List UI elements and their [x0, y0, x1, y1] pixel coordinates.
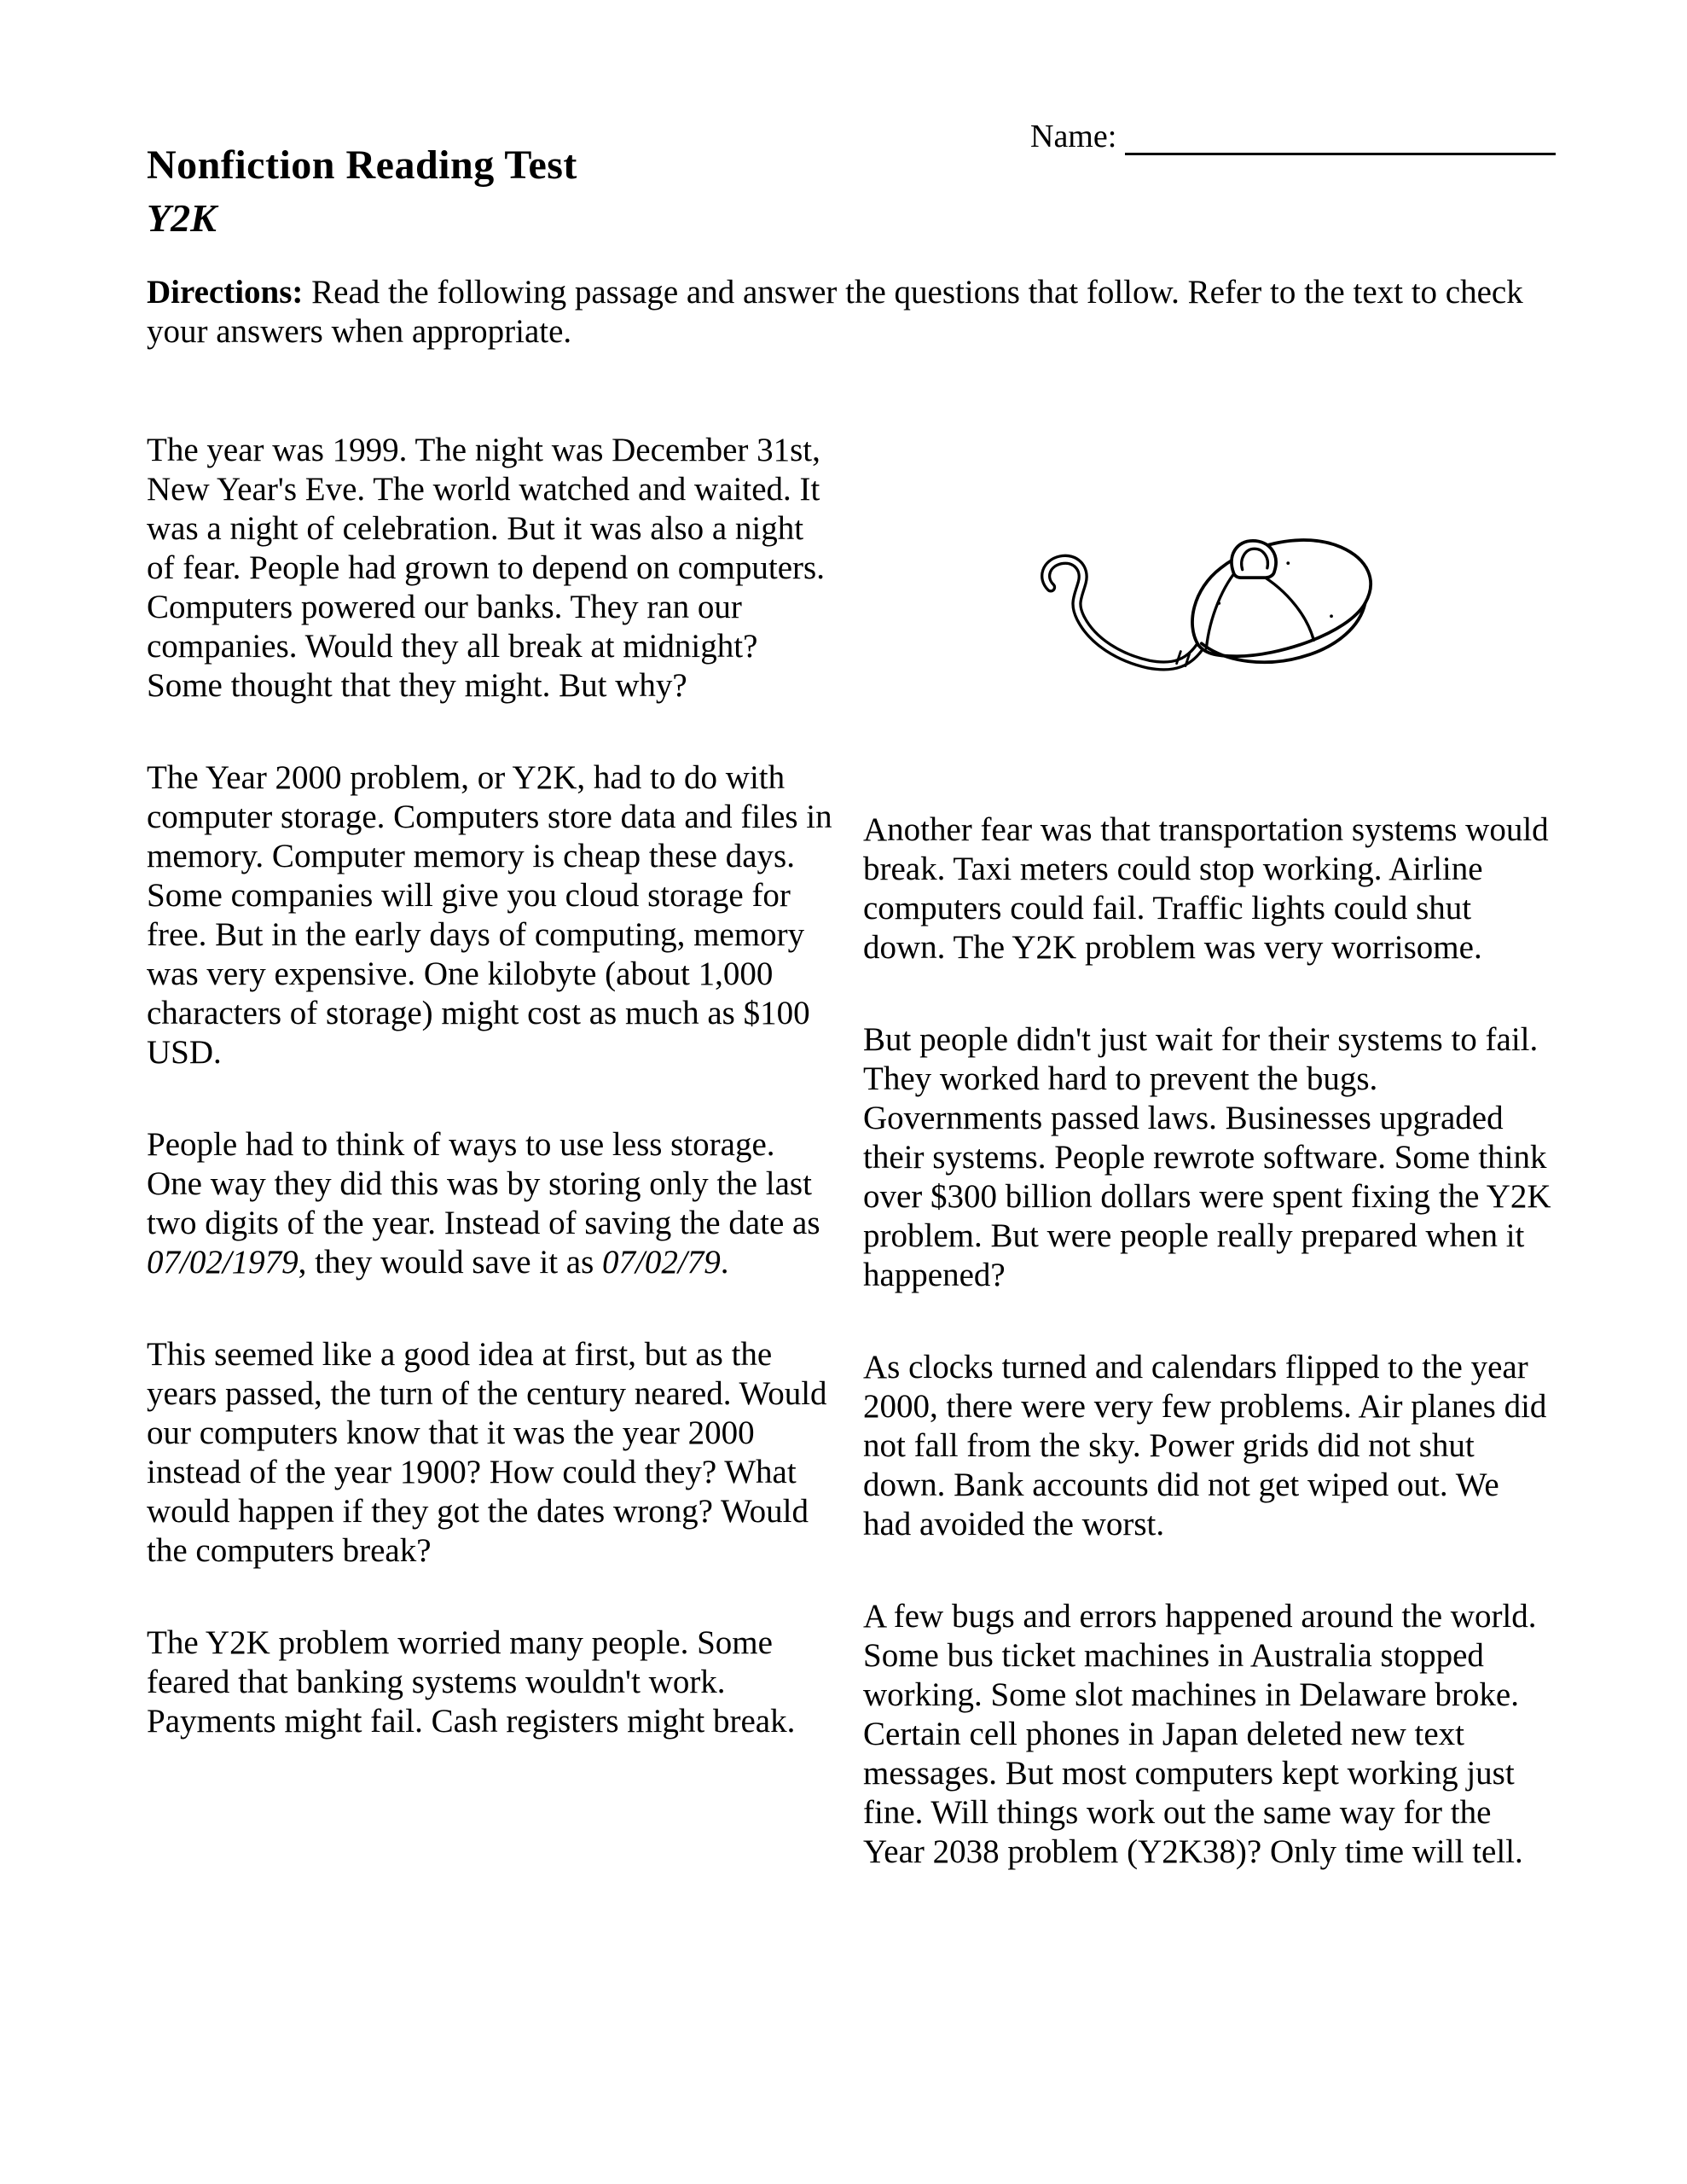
- directions-label: Directions:: [147, 274, 304, 311]
- paragraph-text: , they would save it as: [298, 1244, 603, 1281]
- title-block: [147, 142, 577, 241]
- paragraph: The Year 2000 problem, or Y2K, had to do with computer storage. Computers store data and files in memory. Computer memory is cheap these days. Some companies will give you cloud storage for free. But in the early days of computing, memory was very expensive. One kilobyte (about 1,000 characters of storage) might cost as much as $100 USD.: [147, 759, 832, 1071]
- date-short-italic: 07/02/79: [602, 1244, 721, 1281]
- paragraph: This seemed like a good idea at first, but as the years passed, the turn of the century neared. Would our computers know that it was the year 2000 instead of the year 1900? How could they? What would happen if they got the dates wrong? Would the computers break?: [147, 1336, 827, 1569]
- paragraph: [147, 1125, 838, 1282]
- name-label: Name:: [1030, 119, 1117, 154]
- date-full-italic: 07/02/1979: [147, 1244, 299, 1281]
- page-subtitle: Y2K: [147, 196, 217, 240]
- name-row: [1030, 118, 1556, 155]
- directions-text: Read the following passage and answer the questions that follow. Refer to the text to check your answers when appropriate.: [147, 274, 1523, 350]
- paragraph: The year was 1999. The night was December 31st, New Year's Eve. The world watched and waited. It was a night of celebration. But it was also a night of fear. People had grown to depend on computers. Computers powered our banks. They ran our companies. Would they all break at midnight? Some thought that they might. But why?: [147, 432, 825, 704]
- name-blank-line: [1125, 119, 1556, 155]
- paragraph: But people didn't just wait for their systems to fail. They worked hard to prevent the bugs. Governments passed laws. Businesses upgraded their systems. People rewrote software. Some think over $300 billion dollars were spent fixing the Y2K problem. But were people really prepared when it happened?: [863, 1021, 1551, 1293]
- paragraph: The Y2K problem worried many people. Some feared that banking systems wouldn't work. Payments might fail. Cash registers might break.: [147, 1624, 796, 1740]
- paragraph-text: .: [720, 1244, 729, 1281]
- computer-mouse-illustration: [863, 431, 1554, 810]
- paragraph: A few bugs and errors happened around the world. Some bus ticket machines in Australia stopped working. Some slot machines in Delaware broke. Certain cell phones in Japan deleted new text messages. But most computers kept working just fine. Will things work out the same way for the Year 2038 problem (Y2K38)? Only time will tell.: [863, 1598, 1537, 1870]
- paragraph: Another fear was that transportation systems would break. Taxi meters could stop working. Airline computers could fail. Traffic lights could shut down. The Y2K problem was very worrisome.: [863, 811, 1549, 966]
- passage-right-column: [863, 431, 1554, 1872]
- page-title: Nonfiction Reading Test: [147, 142, 577, 188]
- paragraph-text: People had to think of ways to use less storage. One way they did this was by storing only the last two digits of the year. Instead of saving the date as: [147, 1126, 820, 1241]
- passage-left-column: [147, 431, 838, 1872]
- paragraph: As clocks turned and calendars flipped to the year 2000, there were very few problems. Air planes did not fall from the sky. Power grids did not shut down. Bank accounts did not get wiped out. We had avoided the worst.: [863, 1349, 1547, 1542]
- directions: [147, 273, 1567, 351]
- passage-columns: [147, 431, 1554, 1872]
